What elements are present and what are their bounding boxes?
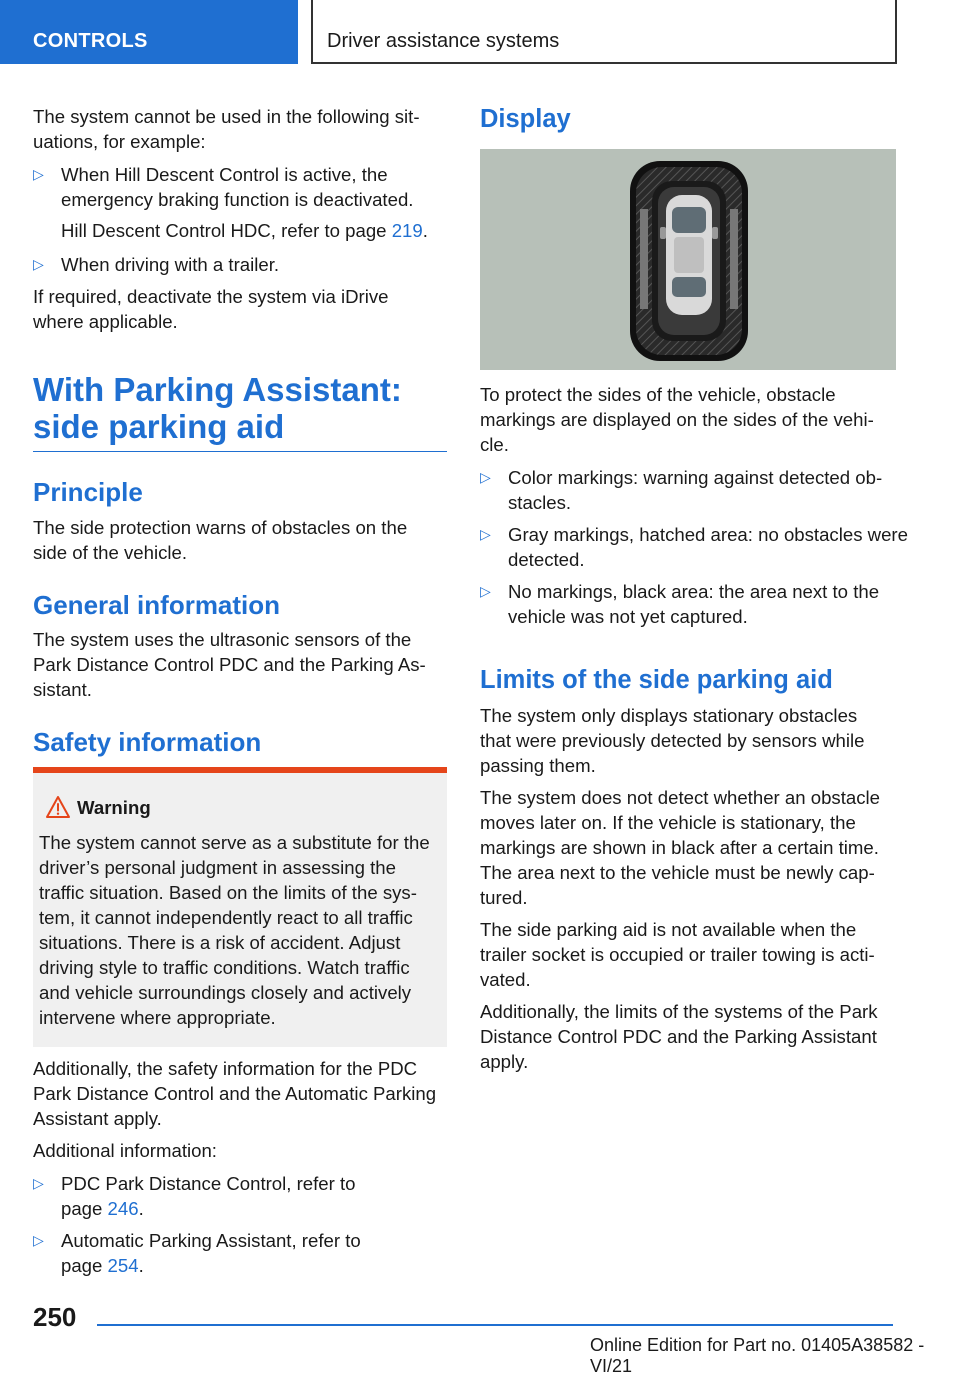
additional-info-label: Additional information:	[33, 1140, 217, 1161]
triangle-bullet-icon: ▷	[33, 1175, 44, 1191]
list-item: ▷ Gray markings, hatched area: no obstacles were detected.	[480, 524, 908, 570]
limits-text-4: Additionally, the limits of the systems of the Park Distance Control PDC and the Parking Assistant apply.	[480, 1001, 878, 1072]
list-item: ▷ No markings, black area: the area next to the vehicle was not yet captured.	[480, 581, 880, 627]
additional-safety-text: Additionally, the safety information for the PDC Park Distance Control and the Automatic Parking Assistant apply.	[33, 1058, 437, 1129]
section-tab[interactable]	[0, 0, 298, 64]
page-number: 250	[33, 1302, 77, 1332]
vehicle-top-view-icon	[480, 149, 896, 370]
heading-divider	[33, 451, 447, 452]
principle-heading: Principle	[33, 477, 143, 507]
warning-title: Warning	[77, 797, 151, 818]
triangle-bullet-icon: ▷	[33, 256, 44, 272]
page-link-246[interactable]: 246	[107, 1198, 139, 1219]
triangle-bullet-icon: ▷	[480, 526, 491, 542]
list-item: ▷ Color markings: warning against detected ob-stacles.	[480, 467, 883, 513]
display-heading: Display	[480, 105, 571, 133]
limits-heading: Limits of the side parking aid	[480, 666, 833, 694]
triangle-bullet-icon: ▷	[480, 469, 491, 485]
limits-text-1: The system only displays stationary obstacles that were previously detected by sensors while passing them.	[480, 705, 865, 776]
deactivate-text: If required, deactivate the system via iDrive where applicable.	[33, 286, 389, 332]
limits-text-3: The side parking aid is not available when the trailer socket is occupied or trailer towing is acti-vated.	[480, 919, 875, 990]
list-item: ▷ Automatic Parking Assistant, refer to page 254.	[33, 1230, 361, 1276]
page-link-219[interactable]: 219	[391, 220, 423, 241]
main-heading: With Parking Assistant: side parking aid	[33, 371, 402, 445]
hdc-reference: Hill Descent Control HDC, refer to page 219.	[61, 220, 428, 241]
section-label: CONTROLS	[33, 30, 148, 52]
safety-heading: Safety information	[33, 727, 262, 757]
display-text: To protect the sides of the vehicle, obstacle markings are displayed on the sides of the vehi-cle.	[480, 384, 874, 455]
footer-divider	[97, 1324, 893, 1326]
warning-triangle-icon	[45, 795, 71, 819]
triangle-bullet-icon: ▷	[480, 583, 491, 599]
intro-text: The system cannot be used in the following sit-uations, for example:	[33, 106, 420, 152]
triangle-bullet-icon: ▷	[33, 166, 44, 182]
edition-text: Online Edition for Part no. 01405A38582 - VI/21	[590, 1335, 925, 1376]
principle-text: The side protection warns of obstacles on the side of the vehicle.	[33, 517, 408, 563]
general-heading: General information	[33, 590, 281, 620]
list-item: ▷ When Hill Descent Control is active, the emergency braking function is deactivated.	[33, 164, 414, 210]
warning-box	[33, 767, 447, 1047]
page-link-254[interactable]: 254	[107, 1255, 139, 1276]
list-item: ▷ When driving with a trailer.	[33, 254, 280, 275]
limits-text-2: The system does not detect whether an obstacle moves later on. If the vehicle is stationary, the markings are shown in black after a certain time. The area next to the vehicle must be newly cap-tured.	[480, 787, 880, 908]
list-item: ▷ PDC Park Distance Control, refer to page 246.	[33, 1173, 356, 1219]
general-text: The system uses the ultrasonic sensors of the Park Distance Control PDC and the Parking As-sistant.	[33, 629, 426, 700]
parking-aid-display-image	[480, 149, 896, 370]
chapter-title: Driver assistance systems	[327, 30, 560, 52]
warning-text: The system cannot serve as a substitute for the driver’s personal judgment in assessing the traffic situation. Based on the limits of the sys-tem, it cannot independently react to all traffic situations. There is a risk of accident. Adjust driving style to traffic conditions. Watch traffic and vehicle surroundings closely and actively intervene where appropriate.	[39, 832, 430, 1028]
chapter-header	[311, 0, 897, 64]
triangle-bullet-icon: ▷	[33, 1232, 44, 1248]
